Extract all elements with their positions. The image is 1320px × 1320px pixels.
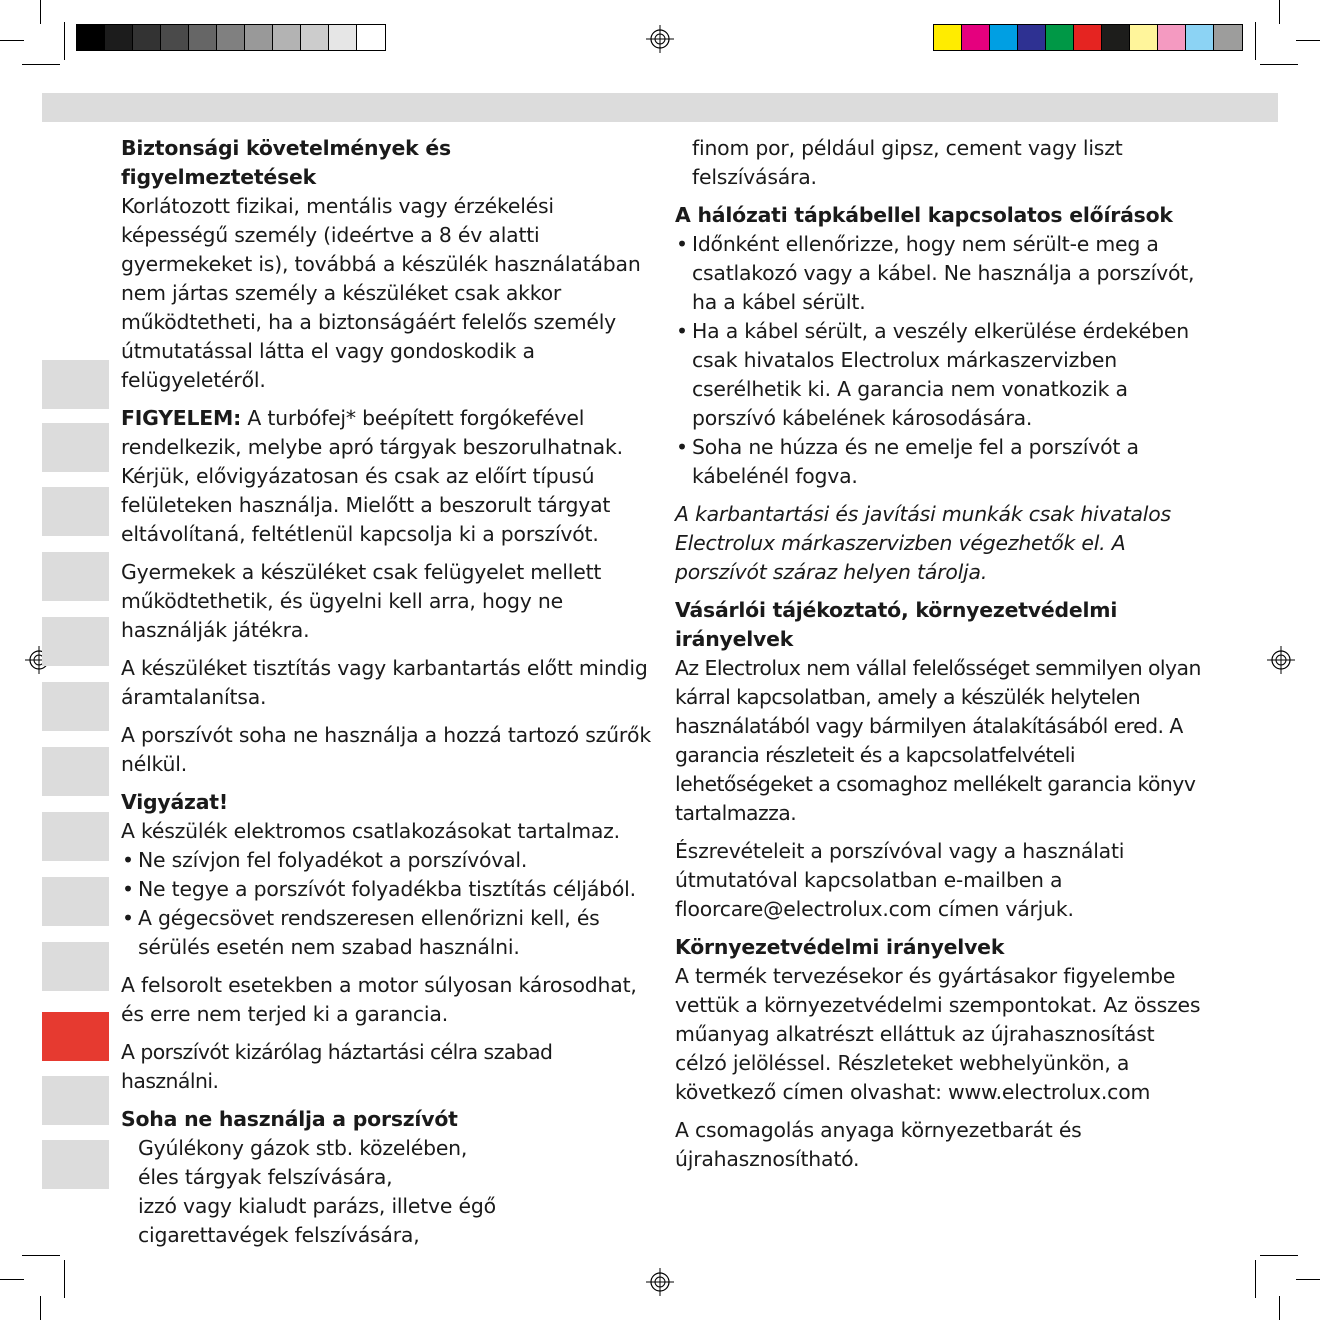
list-item: • A gégecsövet rendszeresen ellenőrizni kell, és sérülés esetén nem szabad használni.: [121, 904, 651, 962]
registration-mark-top: [646, 25, 674, 53]
warning-label: FIGYELEM:: [121, 406, 242, 430]
language-tab: [42, 812, 109, 861]
right-column: [675, 134, 1205, 1183]
language-tab: [42, 423, 109, 472]
list-item: • Időnként ellenőrizze, hogy nem sérült-e meg a csatlakozó vagy a kábel. Ne használja a porszívót, ha a kábel sérült.: [675, 230, 1205, 317]
customer-heading: Vásárlói tájékoztató, környezetvédelmi irányelvek: [675, 598, 1118, 651]
electric-paragraph: A készülék elektromos csatlakozásokat tartalmaz.: [121, 819, 620, 843]
never-use-list: [121, 1134, 651, 1250]
language-tab: [42, 942, 109, 991]
language-tab: [42, 487, 109, 536]
language-tab: [42, 682, 109, 731]
grayscale-color-bar: [76, 24, 386, 51]
header-band: [42, 93, 1278, 122]
list-item: • Ne tegye a porszívót folyadékba tisztítás céljából.: [121, 875, 651, 904]
color-swatch: [329, 25, 357, 50]
color-swatch: [245, 25, 273, 50]
language-tab: [42, 360, 109, 409]
color-swatch: [105, 25, 133, 50]
list-item: • Soha ne húzza és ne emelje fel a porszívót a kábelénél fogva.: [675, 433, 1205, 491]
color-swatch: [189, 25, 217, 50]
color-swatch: [161, 25, 189, 50]
service-paragraph: A karbantartási és javítási munkák csak hivatalos Electrolux márkaszervizben végezhetők el. A porszívót száraz helyen tárolja.: [675, 502, 1171, 584]
warning-text: A turbófej* beépített forgókefével rendelkezik, melybe apró tárgyak beszorulhatnak. Kérjük, elővigyázatosan és csak az előírt típusú felületeken használja. Mielőtt a beszorult tárgyat eltávolítaná, feltétlenül kapcsolja ki a porszívót.: [121, 406, 623, 546]
caution-list: [121, 846, 651, 962]
list-item: • Ha a kábel sérült, a veszély elkerülése érdekében csak hivatalos Electrolux márkaszervizben cserélhetik ki. A garancia nem vonatkozik a porszívó kábelének károsodására.: [675, 317, 1205, 433]
color-swatch: [1018, 25, 1046, 50]
color-swatch: [1046, 25, 1074, 50]
environment-paragraph: A termék tervezésekor és gyártásakor figyelembe vettük a környezetvédelmi szempontokat. Az összes műanyag alkatrészt elláttuk az újrahasznosítást célzó jelöléssel. Részleteket webhelyünkön, a következő címen olvashat: www.electrolux.com: [675, 964, 1201, 1104]
dust-paragraph: finom por, például gipsz, cement vagy liszt felszívására.: [692, 136, 1123, 189]
left-column: [121, 134, 651, 1250]
language-tab: [42, 1140, 109, 1189]
list-item: éles tárgyak felszívására,: [138, 1165, 393, 1189]
color-swatch: [133, 25, 161, 50]
language-tab: [42, 617, 109, 666]
environment-heading: Környezetvédelmi irányelvek: [675, 935, 1005, 959]
damage-paragraph: A felsorolt esetekben a motor súlyosan károsodhat, és erre nem terjed ki a garancia.: [121, 973, 637, 1026]
list-item: Gyúlékony gázok stb. közelében,: [138, 1136, 468, 1160]
language-tab-active: [42, 1012, 109, 1061]
color-swatch: [301, 25, 329, 50]
list-item: • Ne szívjon fel folyadékot a porszívóval.: [121, 846, 651, 875]
packaging-paragraph: A csomagolás anyaga környezetbarát és újrahasznosítható.: [675, 1118, 1082, 1171]
registration-mark-bottom: [646, 1268, 674, 1296]
color-swatch: [962, 25, 990, 50]
language-tab: [42, 552, 109, 601]
language-tab: [42, 747, 109, 796]
list-item: izzó vagy kialudt parázs, illetve égő cigarettavégek felszívására,: [138, 1194, 496, 1247]
never-use-heading: Soha ne használja a porszívót: [121, 1107, 458, 1131]
language-tab: [42, 877, 109, 926]
safety-paragraph: Korlátozott fizikai, mentális vagy érzékelési képességű személy (ideértve a 8 év alatti gyermekeket is), továbbá a készülék használatában nem jártas személy a készüléket csak akkor működtetheti, ha a biztonságáért felelős személy útmutatással látta el vagy gondoskodik a felügyeletéről.: [121, 194, 641, 392]
color-swatch: [1158, 25, 1186, 50]
children-paragraph: Gyermekek a készüléket csak felügyelet mellett működtethetik, és ügyelni kell arra, hogy ne használják játékra.: [121, 560, 602, 642]
color-swatch: [217, 25, 245, 50]
warning-paragraph: [121, 404, 651, 549]
liability-paragraph: Az Electrolux nem vállal felelősséget semmilyen olyan kárral kapcsolatban, amely a készülék helytelen használatából vagy bármilyen átalakításából ered. A garancia részleteit és a kapcsolatfelvételi lehetőségeket a csomaghoz mellékelt garancia könyv tartalmazza.: [675, 656, 1201, 825]
color-swatch: [990, 25, 1018, 50]
feedback-paragraph: Észrevételeit a porszívóval vagy a használati útmutatóval kapcsolatban e-mailben a floorcare@electrolux.com címen várjuk.: [675, 839, 1125, 921]
process-color-bar: [933, 24, 1243, 51]
color-swatch: [1130, 25, 1158, 50]
cable-heading: A hálózati tápkábellel kapcsolatos előírások: [675, 203, 1173, 227]
color-swatch: [1102, 25, 1130, 50]
color-swatch: [357, 25, 385, 50]
unplug-paragraph: A készüléket tisztítás vagy karbantartás előtt mindig áramtalanítsa.: [121, 656, 648, 709]
color-swatch: [934, 25, 962, 50]
color-swatch: [1074, 25, 1102, 50]
cable-list: [675, 230, 1205, 491]
caution-heading: Vigyázat!: [121, 790, 228, 814]
language-tab: [42, 1076, 109, 1125]
color-swatch: [1186, 25, 1214, 50]
registration-mark-right: [1267, 646, 1295, 674]
color-swatch: [77, 25, 105, 50]
color-swatch: [1214, 25, 1242, 50]
color-swatch: [273, 25, 301, 50]
household-paragraph: A porszívót kizárólag háztartási célra szabad használni.: [121, 1040, 553, 1093]
filters-paragraph: A porszívót soha ne használja a hozzá tartozó szűrők nélkül.: [121, 723, 651, 776]
safety-heading: Biztonsági követelmények és figyelmeztetések: [121, 136, 451, 189]
